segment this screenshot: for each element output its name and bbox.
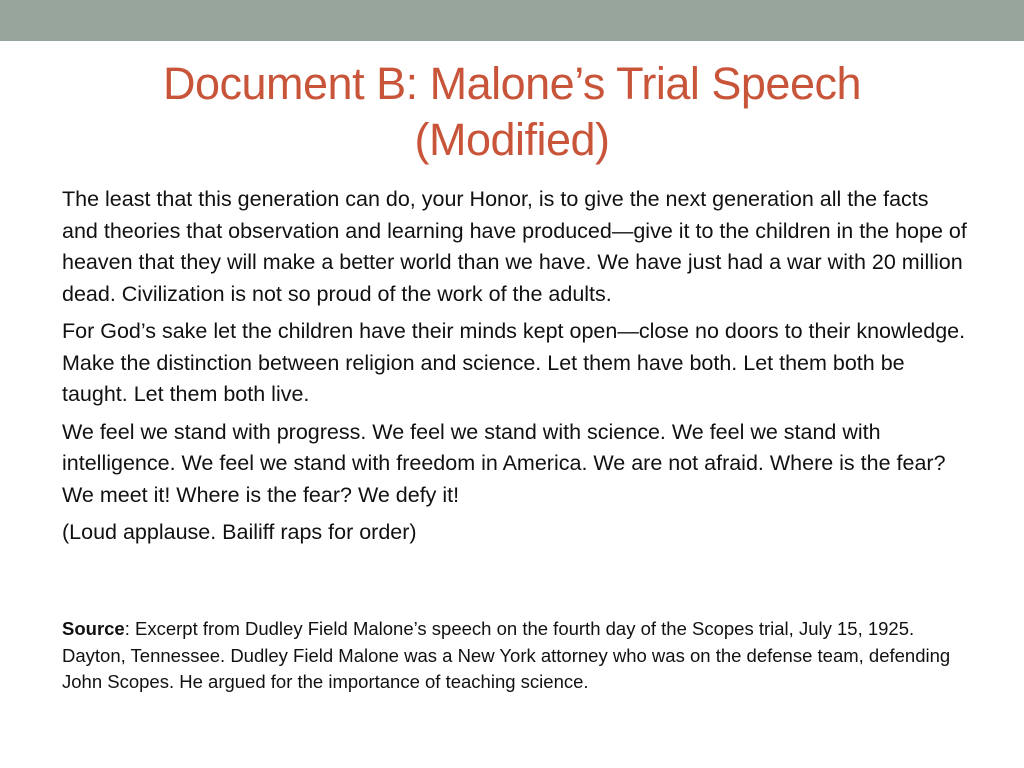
paragraph-2: For God’s sake let the children have their minds kept open—close no doors to their knowledge. Make the distinction between religion and science. Let them have both. Let them both be taught. Let them both live. — [62, 319, 966, 406]
speech-excerpt — [62, 184, 967, 555]
source-text: : Excerpt from Dudley Field Malone’s speech on the fourth day of the Scopes trial, July 15, 1925. Dayton, Tennessee. Dudley Field Malone was a New York attorney who was on the defense team, defending John Scopes. He argued for the importance of teaching science. — [62, 618, 951, 692]
paragraph-1: The least that this generation can do, your Honor, is to give the next generation all the facts and theories that observation and learning have produced—give it to the children in the hope of heaven that they will make a better world than we have. We have just had a war with 20 million dead. Civilization is not so proud of the work of the adults. — [62, 187, 967, 306]
paragraph-4: (Loud applause. Bailiff raps for order) — [62, 520, 417, 544]
paragraph-3: We feel we stand with progress. We feel we stand with science. We feel we stand with intelligence. We feel we stand with freedom in America. We are not afraid. Where is the fear? We meet it! Where is the fear? We defy it! — [62, 419, 946, 507]
top-accent-bar — [0, 0, 1024, 41]
source-label: Source — [62, 618, 125, 639]
slide-title: Document B: Malone’s Trial Speech (Modified) — [162, 58, 862, 165]
source-citation — [62, 616, 972, 696]
